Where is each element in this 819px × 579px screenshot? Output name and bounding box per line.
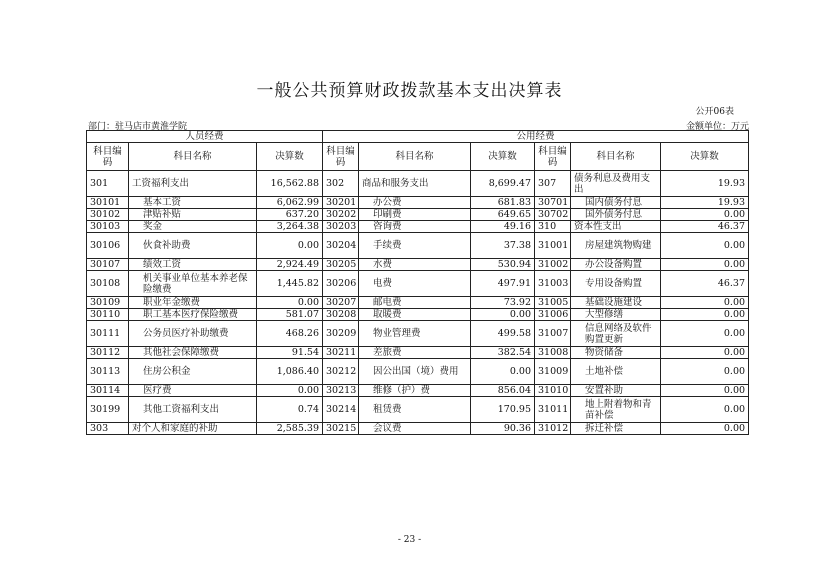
cell-code: 30213: [323, 385, 359, 397]
cell-code: 30208: [323, 309, 359, 321]
header-code: 科目编码: [87, 143, 129, 171]
cell-amount: 0.00: [661, 423, 749, 435]
cell-code: 31010: [535, 385, 571, 397]
cell-amount: 0.00: [661, 347, 749, 359]
table-row: [87, 397, 749, 423]
cell-name: 办公费: [359, 197, 471, 209]
cell-amount: 16,562.88: [257, 171, 323, 197]
cell-name: 奖金: [129, 221, 257, 233]
table-row: [87, 271, 749, 297]
cell-code: 31011: [535, 397, 571, 423]
header-amount: 决算数: [471, 143, 535, 171]
cell-code: 30103: [87, 221, 129, 233]
cell-amount: 0.00: [661, 397, 749, 423]
cell-code: 30114: [87, 385, 129, 397]
cell-name: 公务员医疗补助缴费: [129, 321, 257, 347]
cell-code: 302: [323, 171, 359, 197]
cell-amount: 1,086.40: [257, 359, 323, 385]
cell-name: 因公出国（境）费用: [359, 359, 471, 385]
header-name: 科目名称: [571, 143, 661, 171]
cell-code: 30199: [87, 397, 129, 423]
cell-name: 住房公积金: [129, 359, 257, 385]
cell-name: 伙食补助费: [129, 233, 257, 259]
cell-name: 职业年金缴费: [129, 297, 257, 309]
cell-code: 30102: [87, 209, 129, 221]
cell-name: 绩效工资: [129, 259, 257, 271]
cell-code: 31001: [535, 233, 571, 259]
cell-code: 30215: [323, 423, 359, 435]
cell-name: 办公设备购置: [571, 259, 661, 271]
table-row: [87, 171, 749, 197]
cell-code: 30112: [87, 347, 129, 359]
cell-code: 310: [535, 221, 571, 233]
cell-amount: 0.00: [661, 385, 749, 397]
cell-name: 手续费: [359, 233, 471, 259]
cell-code: 301: [87, 171, 129, 197]
cell-amount: 90.36: [471, 423, 535, 435]
cell-name: 电费: [359, 271, 471, 297]
cell-amount: 581.07: [257, 309, 323, 321]
cell-code: 30207: [323, 297, 359, 309]
cell-code: 30212: [323, 359, 359, 385]
cell-amount: 2,585.39: [257, 423, 323, 435]
cell-code: 303: [87, 423, 129, 435]
table-row: [87, 233, 749, 259]
cell-amount: 3,264.38: [257, 221, 323, 233]
header-name: 科目名称: [129, 143, 257, 171]
cell-amount: 37.38: [471, 233, 535, 259]
cell-name: 咨询费: [359, 221, 471, 233]
cell-code: 31005: [535, 297, 571, 309]
cell-amount: 499.58: [471, 321, 535, 347]
cell-name: 会议费: [359, 423, 471, 435]
cell-code: 30702: [535, 209, 571, 221]
cell-name: 土地补偿: [571, 359, 661, 385]
cell-code: 30106: [87, 233, 129, 259]
cell-name: 资本性支出: [571, 221, 661, 233]
table-row: [87, 221, 749, 233]
cell-code: 31006: [535, 309, 571, 321]
header-amount: 决算数: [257, 143, 323, 171]
cell-name: 大型修缮: [571, 309, 661, 321]
department-label: 部门：驻马店市黄淮学院: [88, 122, 188, 132]
cell-amount: 0.00: [661, 309, 749, 321]
table-row: [87, 385, 749, 397]
cell-code: 30204: [323, 233, 359, 259]
cell-amount: 8,699.47: [471, 171, 535, 197]
cell-code: 30109: [87, 297, 129, 309]
cell-amount: 170.95: [471, 397, 535, 423]
cell-code: 30201: [323, 197, 359, 209]
cell-code: 31009: [535, 359, 571, 385]
cell-code: 30111: [87, 321, 129, 347]
cell-amount: 6,062.99: [257, 197, 323, 209]
cell-name: 工资福利支出: [129, 171, 257, 197]
cell-amount: 497.91: [471, 271, 535, 297]
cell-amount: 19.93: [661, 171, 749, 197]
cell-amount: 91.54: [257, 347, 323, 359]
cell-name: 国内债务付息: [571, 197, 661, 209]
cell-name: 津贴补贴: [129, 209, 257, 221]
table-row: [87, 359, 749, 385]
table-row: [87, 321, 749, 347]
cell-code: 30211: [323, 347, 359, 359]
table-row: [87, 309, 749, 321]
cell-name: 房屋建筑物购建: [571, 233, 661, 259]
cell-amount: 649.65: [471, 209, 535, 221]
cell-amount: 0.00: [661, 297, 749, 309]
cell-amount: 49.16: [471, 221, 535, 233]
cell-amount: 0.00: [661, 321, 749, 347]
cell-name: 维修（护）费: [359, 385, 471, 397]
group-personnel: 人员经费: [87, 131, 323, 143]
cell-code: 30202: [323, 209, 359, 221]
cell-name: 信息网络及软件购置更新: [571, 321, 661, 347]
cell-amount: 681.83: [471, 197, 535, 209]
cell-name: 专用设备购置: [571, 271, 661, 297]
cell-code: 30101: [87, 197, 129, 209]
page-title: 一般公共预算财政拨款基本支出决算表: [256, 81, 563, 101]
cell-code: 307: [535, 171, 571, 197]
cell-name: 物资储备: [571, 347, 661, 359]
cell-name: 债务利息及费用支出: [571, 171, 661, 197]
cell-code: 31007: [535, 321, 571, 347]
cell-code: 30206: [323, 271, 359, 297]
cell-name: 商品和服务支出: [359, 171, 471, 197]
cell-code: 30113: [87, 359, 129, 385]
cell-name: 租赁费: [359, 397, 471, 423]
cell-name: 安置补助: [571, 385, 661, 397]
cell-code: 30209: [323, 321, 359, 347]
cell-amount: 0.00: [661, 359, 749, 385]
table-row: [87, 347, 749, 359]
table-row: [87, 197, 749, 209]
header-amount: 决算数: [661, 143, 749, 171]
cell-code: 30214: [323, 397, 359, 423]
group-public: 公用经费: [323, 131, 749, 143]
expenditure-table: [86, 130, 749, 435]
cell-amount: 73.92: [471, 297, 535, 309]
cell-amount: 0.74: [257, 397, 323, 423]
cell-name: 其他社会保障缴费: [129, 347, 257, 359]
cell-amount: 0.00: [471, 359, 535, 385]
cell-code: 31008: [535, 347, 571, 359]
cell-amount: 0.00: [661, 209, 749, 221]
header-name: 科目名称: [359, 143, 471, 171]
cell-amount: 0.00: [661, 233, 749, 259]
cell-name: 水费: [359, 259, 471, 271]
cell-code: 31002: [535, 259, 571, 271]
cell-amount: 0.00: [471, 309, 535, 321]
cell-amount: 0.00: [661, 259, 749, 271]
page-number: - 23 -: [397, 535, 422, 545]
cell-code: 30701: [535, 197, 571, 209]
cell-amount: 530.94: [471, 259, 535, 271]
cell-name: 对个人和家庭的补助: [129, 423, 257, 435]
cell-amount: 0.00: [257, 233, 323, 259]
cell-name: 地上附着物和青苗补偿: [571, 397, 661, 423]
cell-amount: 0.00: [257, 385, 323, 397]
table-row: [87, 423, 749, 435]
cell-amount: 2,924.49: [257, 259, 323, 271]
cell-name: 物业管理费: [359, 321, 471, 347]
table-id: 公开06表: [695, 107, 734, 117]
unit-label: 金额单位：万元: [685, 122, 749, 132]
cell-name: 取暖费: [359, 309, 471, 321]
cell-amount: 637.20: [257, 209, 323, 221]
cell-amount: 19.93: [661, 197, 749, 209]
cell-name: 基本工资: [129, 197, 257, 209]
cell-amount: 0.00: [257, 297, 323, 309]
cell-name: 基础设施建设: [571, 297, 661, 309]
table-row: [87, 297, 749, 309]
cell-code: 30203: [323, 221, 359, 233]
cell-code: 30108: [87, 271, 129, 297]
cell-name: 国外债务付息: [571, 209, 661, 221]
cell-name: 差旅费: [359, 347, 471, 359]
cell-amount: 856.04: [471, 385, 535, 397]
cell-amount: 382.54: [471, 347, 535, 359]
cell-name: 其他工资福利支出: [129, 397, 257, 423]
cell-amount: 1,445.82: [257, 271, 323, 297]
table-row: [87, 259, 749, 271]
header-code: 科目编码: [535, 143, 571, 171]
cell-code: 30107: [87, 259, 129, 271]
cell-name: 医疗费: [129, 385, 257, 397]
cell-name: 机关事业单位基本养老保险缴费: [129, 271, 257, 297]
cell-name: 印刷费: [359, 209, 471, 221]
cell-name: 拆迁补偿: [571, 423, 661, 435]
cell-amount: 46.37: [661, 221, 749, 233]
cell-name: 职工基本医疗保险缴费: [129, 309, 257, 321]
cell-code: 31012: [535, 423, 571, 435]
table-row: [87, 209, 749, 221]
header-code: 科目编码: [323, 143, 359, 171]
cell-amount: 468.26: [257, 321, 323, 347]
cell-amount: 46.37: [661, 271, 749, 297]
cell-code: 30110: [87, 309, 129, 321]
cell-name: 邮电费: [359, 297, 471, 309]
cell-code: 30205: [323, 259, 359, 271]
cell-code: 31003: [535, 271, 571, 297]
